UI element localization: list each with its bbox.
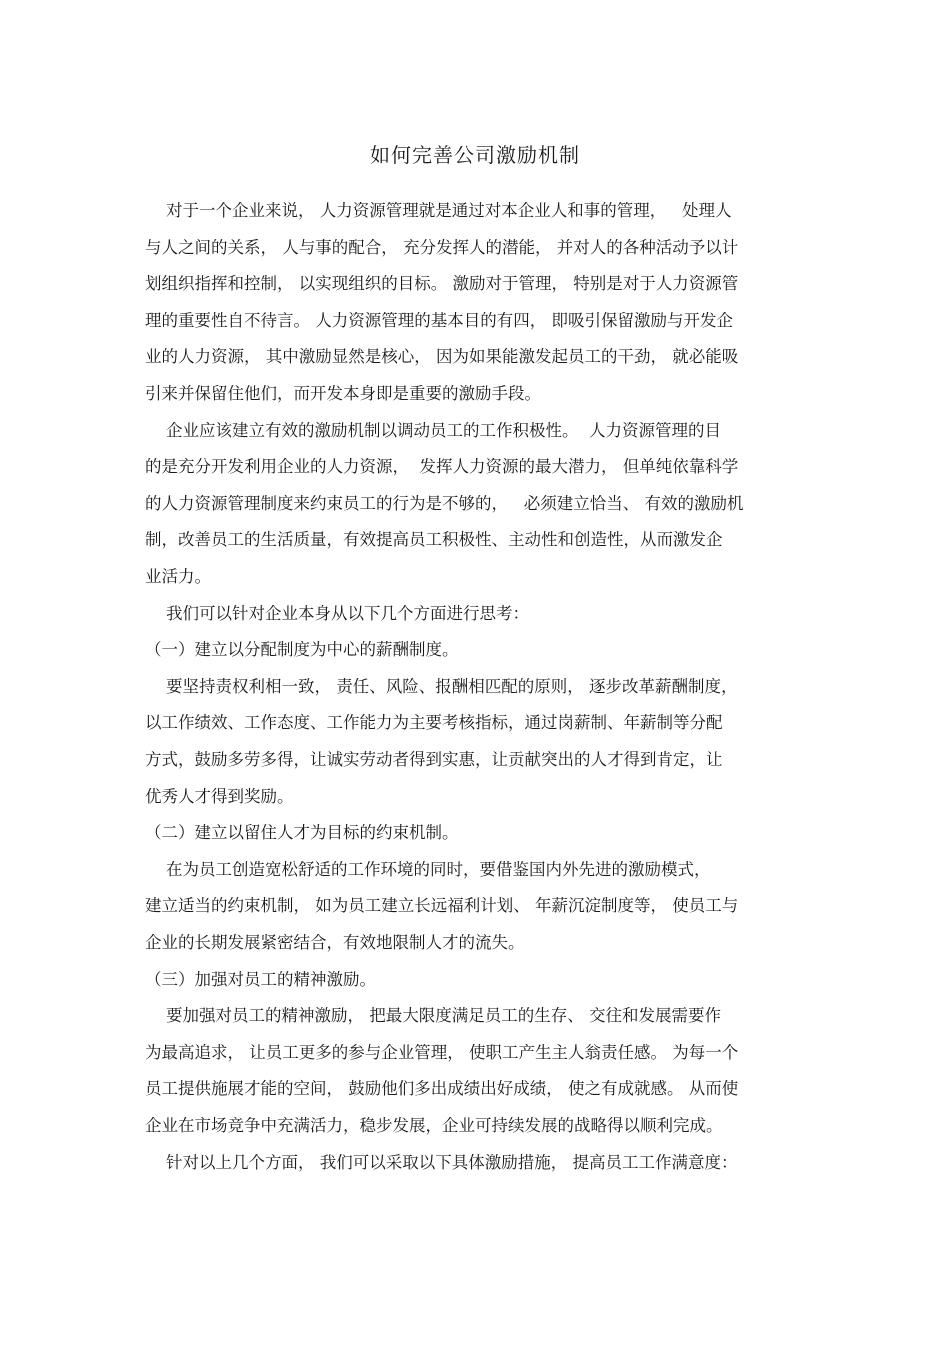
paragraph-line: 划组织指挥和控制， 以实现组织的目标。 激励对于管理， 特别是对于人力资源管	[145, 274, 739, 294]
paragraph-line: 要加强对员工的精神激励， 把最大限度满足员工的生存、 交往和发展需要作	[145, 1006, 721, 1026]
paragraph-line: 为最高追求， 让员工更多的参与企业管理， 使职工产生主人翁责任感。 为每一个	[145, 1042, 739, 1062]
document-title: 如何完善公司激励机制	[370, 143, 580, 167]
paragraph-line: 我们可以针对企业本身从以下几个方面进行思考：	[145, 603, 529, 623]
paragraph-line: 与人之间的关系， 人与事的配合， 充分发挥人的潜能， 并对人的各种活动予以计	[145, 237, 739, 257]
paragraph-line: 业的人力资源， 其中激励显然是核心， 因为如果能激发起员工的干劲， 就必能吸	[145, 347, 739, 367]
paragraph-line: 业活力。	[145, 567, 211, 586]
paragraph-line: 的人力资源管理制度来约束员工的行为是不够的， 必须建立恰当、 有效的激励机	[145, 493, 744, 513]
paragraph-line: 的是充分开发利用企业的人力资源， 发挥人力资源的最大潜力， 但单纯依靠科学	[145, 457, 739, 477]
paragraph-line: 建立适当的约束机制， 如为员工建立长远福利计划、 年薪沉淀制度等， 使员工与	[145, 896, 739, 916]
paragraph-line: 制，改善员工的生活质量，有效提高员工积极性、主动性和创造性，从而激发企	[145, 530, 723, 550]
paragraph-line: （二）建立以留住人才为目标的约束机制。	[145, 823, 459, 843]
paragraph-line: 企业应该建立有效的激励机制以调动员工的工作积极性。 人力资源管理的目	[145, 420, 721, 440]
paragraph-line: 理的重要性自不待言。 人力资源管理的基本目的有四， 即吸引保留激励与开发企	[145, 310, 733, 330]
paragraph-line: 以工作绩效、工作态度、工作能力为主要考核指标，通过岗薪制、年薪制等分配	[145, 713, 723, 733]
paragraph-line: 引来并保留住他们，而开发本身即是重要的激励手段。	[145, 384, 541, 403]
paragraph-line: 优秀人才得到奖励。	[145, 786, 294, 806]
paragraph-line: （三）加强对员工的精神激励。	[145, 969, 376, 989]
paragraph-line: 企业在市场竞争中充满活力，稳步发展，企业可持续发展的战略得以顺利完成。	[145, 1116, 723, 1135]
paragraph-line: 针对以上几个方面， 我们可以采取以下具体激励措施， 提高员工工作满意度：	[145, 1152, 738, 1172]
paragraph-line: 企业的长期发展紧密结合，有效地限制人才的流失。	[145, 933, 525, 952]
paragraph-line: 要坚持责权利相一致， 责任、风险、报酬相匹配的原则， 逐步改革薪酬制度，	[145, 676, 738, 696]
paragraph-line: （一）建立以分配制度为中心的薪酬制度。	[145, 640, 459, 660]
paragraph-line: 员工提供施展才能的空间， 鼓励他们多出成绩出好成绩， 使之有成就感。 从而使	[145, 1079, 739, 1099]
paragraph-line: 对于一个企业来说， 人力资源管理就是通过对本企业人和事的管理， 处理人	[145, 201, 732, 220]
paragraph-line: 在为员工创造宽松舒适的工作环境的同时，要借鉴国内外先进的激励模式，	[145, 859, 711, 879]
paragraph-line: 方式，鼓励多劳多得，让诚实劳动者得到实惠，让贡献突出的人才得到肯定，让	[145, 750, 723, 769]
